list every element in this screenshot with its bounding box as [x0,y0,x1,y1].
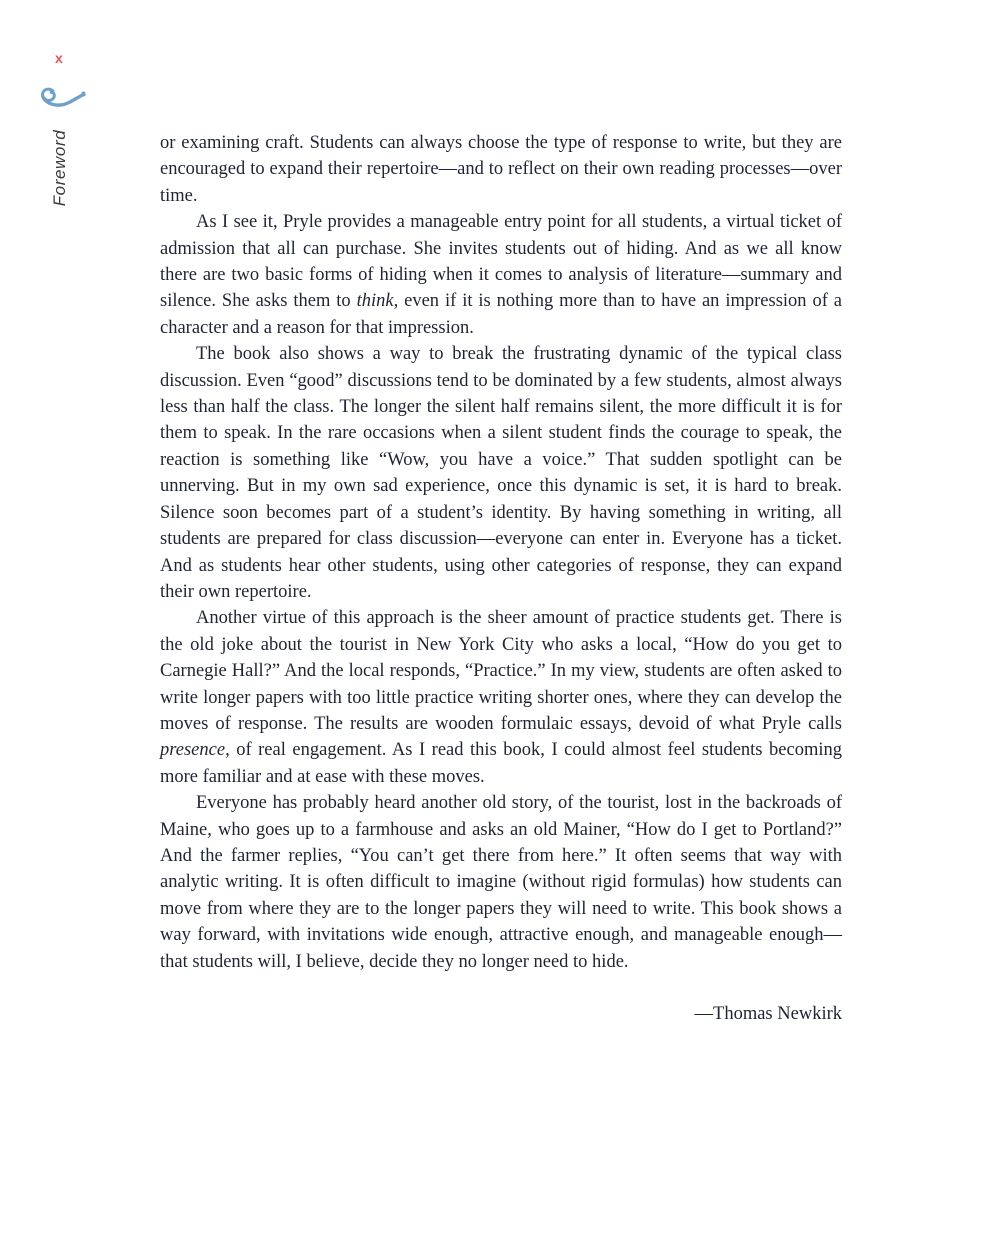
foreword-paragraphs [160,130,842,975]
text-run: Everyone has probably heard another old story, of the tourist, lost in the backroads of Maine, who goes up to a farmhouse and asks an old Mainer, “How do I get to Portland?” And the farmer replies, “You can’t get there from here.” It often seems that way with analytic writing. It is often difficult to imagine (without rigid formulas) how students can move from where they are to the longer papers they will need to write. This book shows a way forward, with invitations wide enough, attractive enough, and manageable enough—that students will, I believe, decide they no longer need to hide. [160,793,842,972]
paragraph [160,790,842,975]
page-number: x [55,50,63,66]
text-run: , even if it is nothing more than to have an impression of a character and a reason for that impression. [160,291,843,338]
text-run: or examining craft. Students can always choose the type of response to write, but they are encouraged to expand their repertoire—and to reflect on their own reading processes—over time. [160,133,842,206]
paragraph [160,130,842,209]
text-run: The book also shows a way to break the frustrating dynamic of the typical class discussion. Even “good” discussions tend to be dominated by a few students, almost always less than half the class. The longer the silent half remains silent, the more difficult it is for them to speak. In the rare occasions when a silent student finds the courage to speak, the reaction is something like “Wow, you have a voice.” That sudden spotlight can be unnerving. But in my own sad experience, once this dynamic is set, it is hard to break. Silence soon becomes part of a student’s identity. By having something in writing, all students are prepared for class discussion—everyone can enter in. Everyone has a ticket. And as students hear other students, using other categories of response, they can expand their own repertoire. [160,344,842,602]
paragraph [160,341,842,605]
paragraph [160,605,842,790]
foreword-text [160,130,842,1027]
paragraph [160,209,842,341]
text-run: , of real engagement. As I read this book, I could almost feel students becoming more familiar and at ease with these moves. [160,740,842,787]
chapter-label: Foreword [50,129,69,207]
text-run: Another virtue of this approach is the sheer amount of practice students get. There is the old joke about the tourist in New York City who asks a local, “How do you get to Carnegie Hall?” And the local responds, “Practice.” In my view, students are often asked to write longer papers with too little practice writing shorter ones, where they can develop the moves of response. The results are wooden formulaic essays, devoid of what Pryle calls [160,608,842,734]
signature: —Thomas Newkirk [694,1004,842,1024]
text-run: As I see it, Pryle provides a manageable entry point for all students, a virtual ticket of admission that all can purchase. She invites students out of hiding. And as we all know there are two basic forms of hiding when it comes to analysis of literature—summary and silence. She asks them to [160,212,842,312]
wave-flourish-icon [40,82,86,117]
italic-text: presence [160,740,226,761]
italic-text: think [356,291,394,312]
